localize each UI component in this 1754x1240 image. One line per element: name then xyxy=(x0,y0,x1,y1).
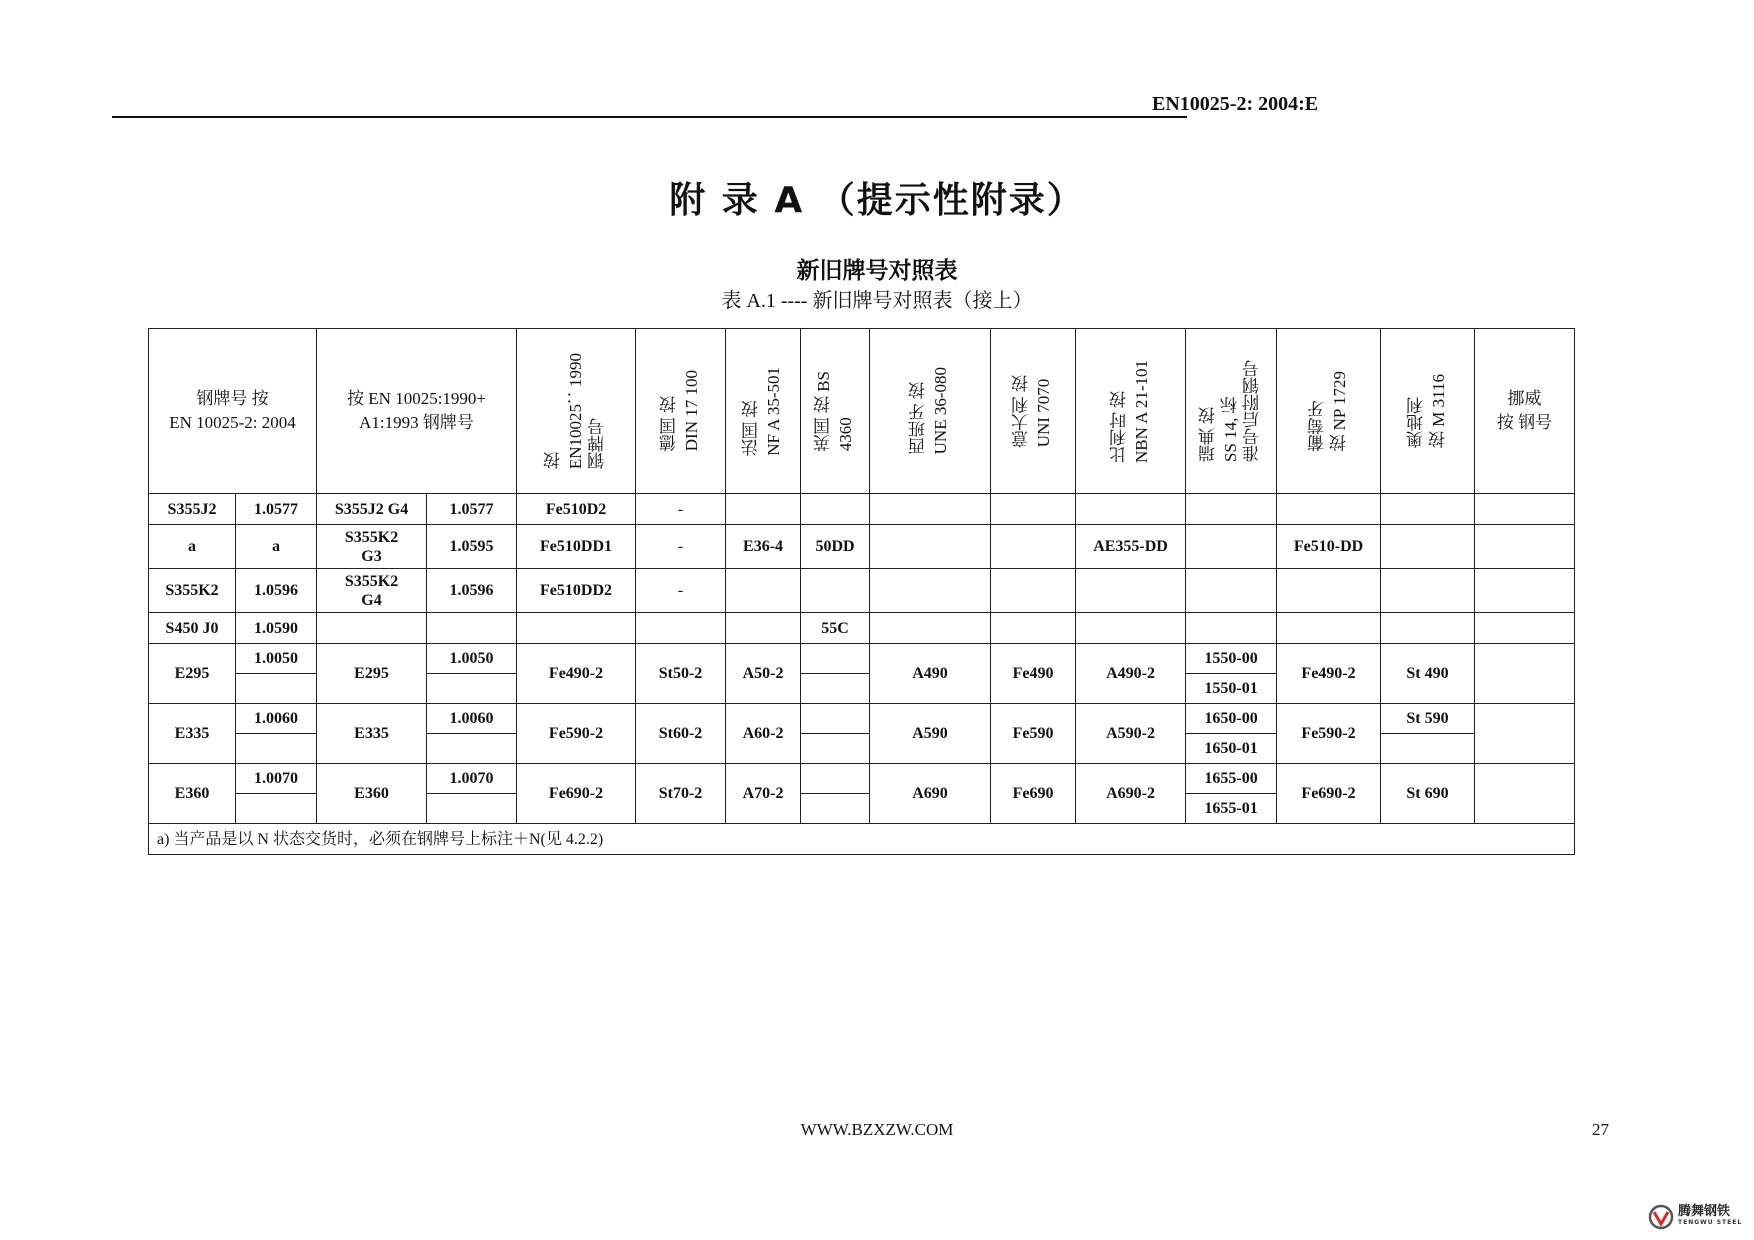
cell-austria: St 490 xyxy=(1381,644,1475,704)
col-header-germany: 德国 按 DIN 17 100 xyxy=(636,329,726,494)
cell-en1990: Fe510DD1 xyxy=(517,525,636,569)
cell-old-grade: S355K2 G3 xyxy=(317,525,427,569)
cell-uk xyxy=(801,764,870,794)
cell-austria xyxy=(1381,734,1475,764)
cell-old-number: 1.0577 xyxy=(427,494,517,525)
steel-logo-icon xyxy=(1648,1204,1674,1230)
logo-text xyxy=(1678,1206,1742,1228)
cell-old-number xyxy=(427,734,517,764)
cell-uk xyxy=(801,704,870,734)
table-row xyxy=(149,644,1575,674)
table-row xyxy=(149,569,1575,613)
cell-spain xyxy=(870,613,991,644)
cell-italy xyxy=(991,569,1076,613)
cell-old-grade: E295 xyxy=(317,644,427,704)
cell-austria: St 590 xyxy=(1381,704,1475,734)
cell-old-grade: S355K2 G4 xyxy=(317,569,427,613)
cell-old-number xyxy=(427,674,517,704)
cell-portugal: Fe490-2 xyxy=(1277,644,1381,704)
cell-new-grade: S450 J0 xyxy=(149,613,236,644)
company-logo xyxy=(1648,1204,1742,1230)
cell-uk xyxy=(801,794,870,824)
col-header-en10025-1990-a1: 按 EN 10025:1990+ A1:1993 钢牌号 xyxy=(317,329,517,494)
cell-italy xyxy=(991,494,1076,525)
cell-new-number xyxy=(236,674,317,704)
col-header-france: 法国 按 NF A 35-501 xyxy=(726,329,801,494)
cell-old-grade: E335 xyxy=(317,704,427,764)
cell-uk xyxy=(801,674,870,704)
cell-old-number: 1.0050 xyxy=(427,644,517,674)
cell-austria xyxy=(1381,613,1475,644)
col-header-belgium: 比利时 按 NBN A 21-101 xyxy=(1076,329,1186,494)
col-header-austria: 奥地利 按 M 3116 xyxy=(1381,329,1475,494)
cell-new-number: 1.0070 xyxy=(236,764,317,794)
cell-spain xyxy=(870,525,991,569)
col-header-norway: 挪威 按 钢号 xyxy=(1475,329,1575,494)
cell-germany: St50-2 xyxy=(636,644,726,704)
cell-norway xyxy=(1475,569,1575,613)
cell-germany: - xyxy=(636,525,726,569)
cell-sweden: 1655-01 xyxy=(1186,794,1277,824)
table-row xyxy=(149,613,1575,644)
table-row xyxy=(149,494,1575,525)
cell-uk xyxy=(801,644,870,674)
cell-uk: 50DD xyxy=(801,525,870,569)
col-header-italy: 意大利 按 UNI 7070 xyxy=(991,329,1076,494)
cell-france xyxy=(726,494,801,525)
cell-portugal xyxy=(1277,494,1381,525)
col-header-sweden: 瑞典 按 SS 14, 标 准号后附钢号 xyxy=(1186,329,1277,494)
cell-old-grade xyxy=(317,613,427,644)
cell-norway xyxy=(1475,613,1575,644)
cell-sweden: 1650-01 xyxy=(1186,734,1277,764)
cell-spain: A490 xyxy=(870,644,991,704)
cell-new-number: 1.0050 xyxy=(236,644,317,674)
cell-sweden xyxy=(1186,613,1277,644)
cell-new-grade: S355J2 xyxy=(149,494,236,525)
cell-spain: A690 xyxy=(870,764,991,824)
col-header-spain: 西班牙 按 UNE 36-080 xyxy=(870,329,991,494)
cell-belgium: A590-2 xyxy=(1076,704,1186,764)
col-header-uk: 英国 按 BS 4360 xyxy=(801,329,870,494)
cell-new-grade: E360 xyxy=(149,764,236,824)
cell-belgium xyxy=(1076,494,1186,525)
header-standard-code: EN10025-2: 2004:E xyxy=(1152,93,1319,115)
cell-germany: - xyxy=(636,494,726,525)
table-footnote: a) 当产品是以 N 状态交货时，必须在钢牌号上标注＋N(见 4.2.2) xyxy=(149,824,1575,855)
cell-old-number xyxy=(427,794,517,824)
cell-france: E36-4 xyxy=(726,525,801,569)
cell-uk xyxy=(801,494,870,525)
cell-germany: St70-2 xyxy=(636,764,726,824)
cell-germany: St60-2 xyxy=(636,704,726,764)
table-caption: 表 A.1 ---- 新旧牌号对照表（接上） xyxy=(721,290,1033,312)
cell-portugal xyxy=(1277,569,1381,613)
cell-new-number xyxy=(236,734,317,764)
table-row xyxy=(149,704,1575,734)
cell-en1990: Fe590-2 xyxy=(517,704,636,764)
cell-en1990: Fe690-2 xyxy=(517,764,636,824)
cell-en1990: Fe510DD2 xyxy=(517,569,636,613)
cell-sweden xyxy=(1186,569,1277,613)
footer-website: WWW.BZXZW.COM xyxy=(800,1120,954,1139)
cell-germany: - xyxy=(636,569,726,613)
cell-old-number xyxy=(427,613,517,644)
cell-new-number: 1.0577 xyxy=(236,494,317,525)
cell-italy xyxy=(991,525,1076,569)
cell-spain: A590 xyxy=(870,704,991,764)
appendix-title: 附 录 A （提示性附录） xyxy=(669,180,1085,221)
cell-old-grade: E360 xyxy=(317,764,427,824)
cell-old-number: 1.0595 xyxy=(427,525,517,569)
cell-spain xyxy=(870,569,991,613)
cell-belgium xyxy=(1076,569,1186,613)
cell-sweden: 1655-00 xyxy=(1186,764,1277,794)
table-header-row xyxy=(149,329,1575,494)
cell-france: A60-2 xyxy=(726,704,801,764)
cell-new-number: 1.0596 xyxy=(236,569,317,613)
col-header-en10025-2: 钢牌号 按 EN 10025-2: 2004 xyxy=(149,329,317,494)
cell-belgium: A490-2 xyxy=(1076,644,1186,704)
col-header-en10025-1990: 按 EN10025：1990 钢牌号 xyxy=(517,329,636,494)
cell-belgium xyxy=(1076,613,1186,644)
cell-new-number: 1.0590 xyxy=(236,613,317,644)
col-header-portugal: 葡萄牙 按 NP 1729 xyxy=(1277,329,1381,494)
cell-new-grade: E335 xyxy=(149,704,236,764)
table-row xyxy=(149,764,1575,794)
cell-norway xyxy=(1475,525,1575,569)
cell-sweden: 1650-00 xyxy=(1186,704,1277,734)
cell-sweden: 1550-01 xyxy=(1186,674,1277,704)
logo-name-en: TENGWU STEEL xyxy=(1678,1219,1743,1226)
cell-norway xyxy=(1475,644,1575,704)
cell-france: A70-2 xyxy=(726,764,801,824)
cell-spain xyxy=(870,494,991,525)
cell-sweden: 1550-00 xyxy=(1186,644,1277,674)
cell-belgium: AE355-DD xyxy=(1076,525,1186,569)
cell-portugal: Fe690-2 xyxy=(1277,764,1381,824)
cell-uk xyxy=(801,569,870,613)
cell-uk xyxy=(801,734,870,764)
cell-sweden xyxy=(1186,494,1277,525)
cell-austria xyxy=(1381,569,1475,613)
cell-en1990 xyxy=(517,613,636,644)
cell-italy: Fe490 xyxy=(991,644,1076,704)
cell-norway xyxy=(1475,704,1575,764)
cell-austria xyxy=(1381,494,1475,525)
logo-name-cn: 腾舞钢铁 xyxy=(1678,1204,1731,1219)
cell-en1990: Fe510D2 xyxy=(517,494,636,525)
cell-norway xyxy=(1475,764,1575,824)
cell-new-number: 1.0060 xyxy=(236,704,317,734)
cell-new-number: a xyxy=(236,525,317,569)
cell-italy: Fe690 xyxy=(991,764,1076,824)
grade-comparison-table xyxy=(148,328,1575,855)
cell-old-grade: S355J2 G4 xyxy=(317,494,427,525)
cell-new-grade: E295 xyxy=(149,644,236,704)
cell-france: A50-2 xyxy=(726,644,801,704)
cell-italy: Fe590 xyxy=(991,704,1076,764)
cell-new-number xyxy=(236,794,317,824)
cell-norway xyxy=(1475,494,1575,525)
cell-france xyxy=(726,569,801,613)
cell-old-number: 1.0070 xyxy=(427,764,517,794)
cell-belgium: A690-2 xyxy=(1076,764,1186,824)
cell-portugal xyxy=(1277,613,1381,644)
cell-new-grade: S355K2 xyxy=(149,569,236,613)
cell-old-number: 1.0060 xyxy=(427,704,517,734)
cell-austria: St 690 xyxy=(1381,764,1475,824)
cell-new-grade: a xyxy=(149,525,236,569)
cell-sweden xyxy=(1186,525,1277,569)
cell-portugal: Fe510-DD xyxy=(1277,525,1381,569)
cell-uk: 55C xyxy=(801,613,870,644)
cell-portugal: Fe590-2 xyxy=(1277,704,1381,764)
cell-en1990: Fe490-2 xyxy=(517,644,636,704)
table-footnote-row xyxy=(149,824,1575,855)
table-row xyxy=(149,525,1575,569)
page-number: 27 xyxy=(1592,1120,1609,1139)
table-heading: 新旧牌号对照表 xyxy=(796,258,958,284)
cell-france xyxy=(726,613,801,644)
cell-italy xyxy=(991,613,1076,644)
cell-austria xyxy=(1381,525,1475,569)
cell-germany xyxy=(636,613,726,644)
cell-old-number: 1.0596 xyxy=(427,569,517,613)
header-rule xyxy=(112,116,1187,118)
